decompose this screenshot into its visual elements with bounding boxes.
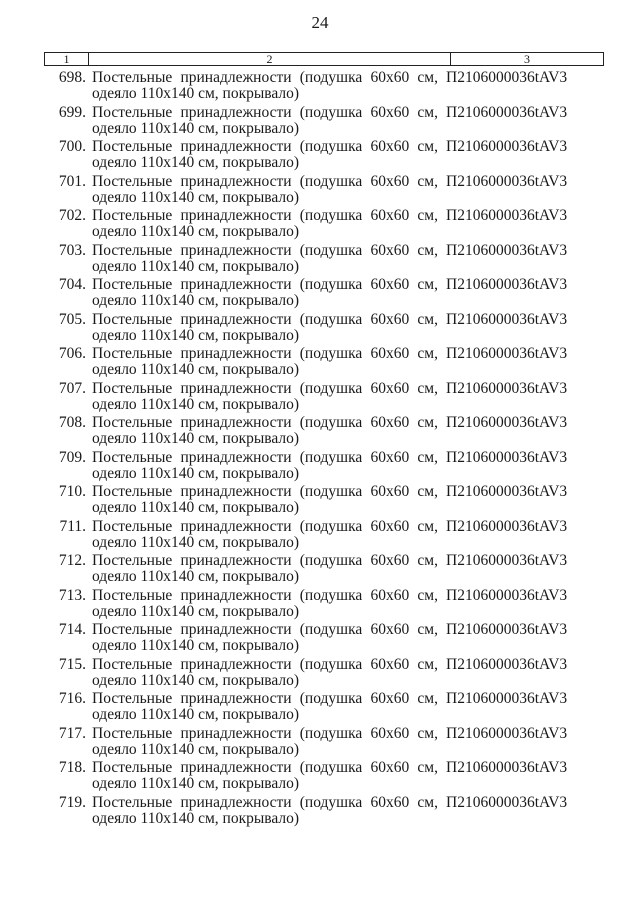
- row-description-line2: одеяло 110х140 см, покрывало): [92, 257, 300, 275]
- table-header: [44, 52, 604, 66]
- table-row: [0, 70, 640, 105]
- row-description: [92, 726, 438, 758]
- row-code: П2106000036tAV3: [446, 241, 568, 259]
- row-code: П2106000036tAV3: [446, 172, 568, 190]
- row-description-line1: Постельные принадлежности (подушка 60х60 см,: [92, 724, 438, 742]
- row-code: П2106000036tAV3: [446, 310, 568, 328]
- table-row: [0, 415, 640, 450]
- row-code: П2106000036tAV3: [446, 793, 568, 811]
- table-row: [0, 622, 640, 657]
- row-description: [92, 450, 438, 482]
- row-description-line1: Постельные принадлежности (подушка 60х60 см,: [92, 414, 438, 431]
- page-number: 24: [311, 13, 329, 32]
- row-number: 715.: [58, 655, 86, 673]
- row-description: [92, 588, 438, 620]
- table-row: [0, 726, 640, 761]
- row-code: П2106000036tAV3: [446, 552, 568, 569]
- row-code: П2106000036tAV3: [446, 690, 568, 707]
- row-description: [92, 312, 438, 344]
- column-header-2: 2: [89, 53, 451, 65]
- row-code: П2106000036tAV3: [446, 379, 568, 397]
- row-description: [92, 105, 438, 137]
- row-code: П2106000036tAV3: [446, 103, 568, 121]
- table-row: [0, 208, 640, 243]
- row-description-line1: Постельные принадлежности (подушка 60х60 см,: [92, 69, 438, 86]
- row-description-line2: одеяло 110х140 см, покрывало): [92, 706, 300, 723]
- row-code: П2106000036tAV3: [446, 724, 568, 742]
- row-number: 699.: [58, 103, 86, 121]
- table-row: [0, 105, 640, 140]
- row-description: [92, 691, 438, 723]
- row-code: П2106000036tAV3: [446, 483, 568, 500]
- table-row: [0, 381, 640, 416]
- row-description-line1: Постельные принадлежности (подушка 60х60 см,: [92, 690, 438, 707]
- row-description-line2: одеяло 110х140 см, покрывало): [92, 671, 300, 689]
- row-description-line2: одеяло 110х140 см, покрывало): [92, 326, 300, 344]
- row-description-line1: Постельные принадлежности (подушка 60х60 см,: [92, 655, 438, 673]
- row-description-line2: одеяло 110х140 см, покрывало): [92, 533, 300, 551]
- row-code: П2106000036tAV3: [446, 69, 568, 86]
- table-row: [0, 174, 640, 209]
- row-code: П2106000036tAV3: [446, 517, 568, 535]
- row-description: [92, 70, 438, 102]
- row-number: 713.: [58, 586, 86, 604]
- row-code: П2106000036tAV3: [446, 448, 568, 466]
- row-number: 712.: [58, 552, 86, 569]
- row-description: [92, 277, 438, 309]
- table-row: [0, 450, 640, 485]
- row-number: 700.: [58, 138, 86, 155]
- row-description: [92, 174, 438, 206]
- row-description-line1: Постельные принадлежности (подушка 60х60 см,: [92, 483, 438, 500]
- row-number: 707.: [58, 379, 86, 397]
- row-number: 719.: [58, 793, 86, 811]
- row-code: П2106000036tAV3: [446, 138, 568, 155]
- row-description-line1: Постельные принадлежности (подушка 60х60 см,: [92, 172, 438, 190]
- table-row: [0, 691, 640, 726]
- row-description: [92, 415, 438, 447]
- row-code: П2106000036tAV3: [446, 207, 568, 224]
- row-description-line2: одеяло 110х140 см, покрывало): [92, 568, 300, 585]
- row-description: [92, 519, 438, 551]
- row-description-line1: Постельные принадлежности (подушка 60х60 см,: [92, 552, 438, 569]
- row-code: П2106000036tAV3: [446, 621, 568, 638]
- table-row: [0, 346, 640, 381]
- row-description-line1: Постельные принадлежности (подушка 60х60 см,: [92, 586, 438, 604]
- row-description: [92, 381, 438, 413]
- column-header-1: 1: [45, 53, 89, 65]
- row-number: 708.: [58, 414, 86, 431]
- table-row: [0, 657, 640, 692]
- row-description-line2: одеяло 110х140 см, покрывало): [92, 740, 300, 758]
- row-number: 709.: [58, 448, 86, 466]
- row-description-line2: одеяло 110х140 см, покрывало): [92, 637, 300, 654]
- row-description: [92, 657, 438, 689]
- row-description-line1: Постельные принадлежности (подушка 60х60 см,: [92, 310, 438, 328]
- row-description-line1: Постельные принадлежности (подушка 60х60 см,: [92, 103, 438, 121]
- table-row: [0, 312, 640, 347]
- row-description: [92, 346, 438, 378]
- row-description-line1: Постельные принадлежности (подушка 60х60 см,: [92, 793, 438, 811]
- row-number: 702.: [58, 207, 86, 224]
- row-description-line2: одеяло 110х140 см, покрывало): [92, 223, 300, 240]
- row-description-line2: одеяло 110х140 см, покрывало): [92, 499, 300, 516]
- row-description: [92, 208, 438, 240]
- row-description: [92, 139, 438, 171]
- column-header-3: 3: [524, 52, 530, 66]
- row-description-line1: Постельные принадлежности (подушка 60х60 см,: [92, 138, 438, 155]
- row-description: [92, 622, 438, 654]
- row-description-line2: одеяло 110х140 см, покрывало): [92, 361, 300, 378]
- row-code: П2106000036tAV3: [446, 276, 568, 293]
- row-description-line2: одеяло 110х140 см, покрывало): [92, 119, 300, 137]
- row-code: П2106000036tAV3: [446, 345, 568, 362]
- row-number: 718.: [58, 759, 86, 776]
- row-description-line1: Постельные принадлежности (подушка 60х60 см,: [92, 379, 438, 397]
- row-number: 701.: [58, 172, 86, 190]
- table-row: [0, 277, 640, 312]
- row-code: П2106000036tAV3: [446, 586, 568, 604]
- row-description-line2: одеяло 110х140 см, покрывало): [92, 154, 300, 171]
- row-description-line2: одеяло 110х140 см, покрывало): [92, 602, 300, 620]
- row-description-line1: Постельные принадлежности (подушка 60х60 см,: [92, 759, 438, 776]
- table-row: [0, 484, 640, 519]
- row-number: 706.: [58, 345, 86, 362]
- row-description-line2: одеяло 110х140 см, покрывало): [92, 395, 300, 413]
- row-number: 703.: [58, 241, 86, 259]
- row-description-line2: одеяло 110х140 см, покрывало): [92, 775, 300, 792]
- table-row: [0, 519, 640, 554]
- row-number: 714.: [58, 621, 86, 638]
- table-row: [0, 795, 640, 830]
- row-description-line1: Постельные принадлежности (подушка 60х60 см,: [92, 621, 438, 638]
- row-number: 710.: [58, 483, 86, 500]
- table-body: [0, 70, 640, 829]
- row-code: П2106000036tAV3: [446, 655, 568, 673]
- row-description-line1: Постельные принадлежности (подушка 60х60 см,: [92, 448, 438, 466]
- row-number: 716.: [58, 690, 86, 707]
- row-description-line1: Постельные принадлежности (подушка 60х60 см,: [92, 517, 438, 535]
- row-description: [92, 484, 438, 516]
- table-row: [0, 760, 640, 795]
- row-number: 705.: [58, 310, 86, 328]
- row-number: 698.: [58, 69, 86, 86]
- row-description-line2: одеяло 110х140 см, покрывало): [92, 430, 300, 447]
- row-number: 717.: [58, 724, 86, 742]
- row-description-line1: Постельные принадлежности (подушка 60х60 см,: [92, 345, 438, 362]
- row-code: П2106000036tAV3: [446, 759, 568, 776]
- row-description: [92, 795, 438, 827]
- table-row: [0, 588, 640, 623]
- table-row: [0, 243, 640, 278]
- table-row: [0, 553, 640, 588]
- table-row: [0, 139, 640, 174]
- row-description-line2: одеяло 110х140 см, покрывало): [92, 464, 300, 482]
- row-description-line1: Постельные принадлежности (подушка 60х60 см,: [92, 241, 438, 259]
- row-description-line1: Постельные принадлежности (подушка 60х60 см,: [92, 207, 438, 224]
- row-description-line1: Постельные принадлежности (подушка 60х60 см,: [92, 276, 438, 293]
- row-description-line2: одеяло 110х140 см, покрывало): [92, 188, 300, 206]
- row-description-line2: одеяло 110х140 см, покрывало): [92, 292, 300, 309]
- row-description-line2: одеяло 110х140 см, покрывало): [92, 809, 300, 827]
- row-description-line2: одеяло 110х140 см, покрывало): [92, 85, 300, 102]
- row-description: [92, 243, 438, 275]
- row-description: [92, 553, 438, 585]
- row-number: 711.: [59, 517, 86, 535]
- row-description: [92, 760, 438, 792]
- row-number: 704.: [58, 276, 86, 293]
- row-code: П2106000036tAV3: [446, 414, 568, 431]
